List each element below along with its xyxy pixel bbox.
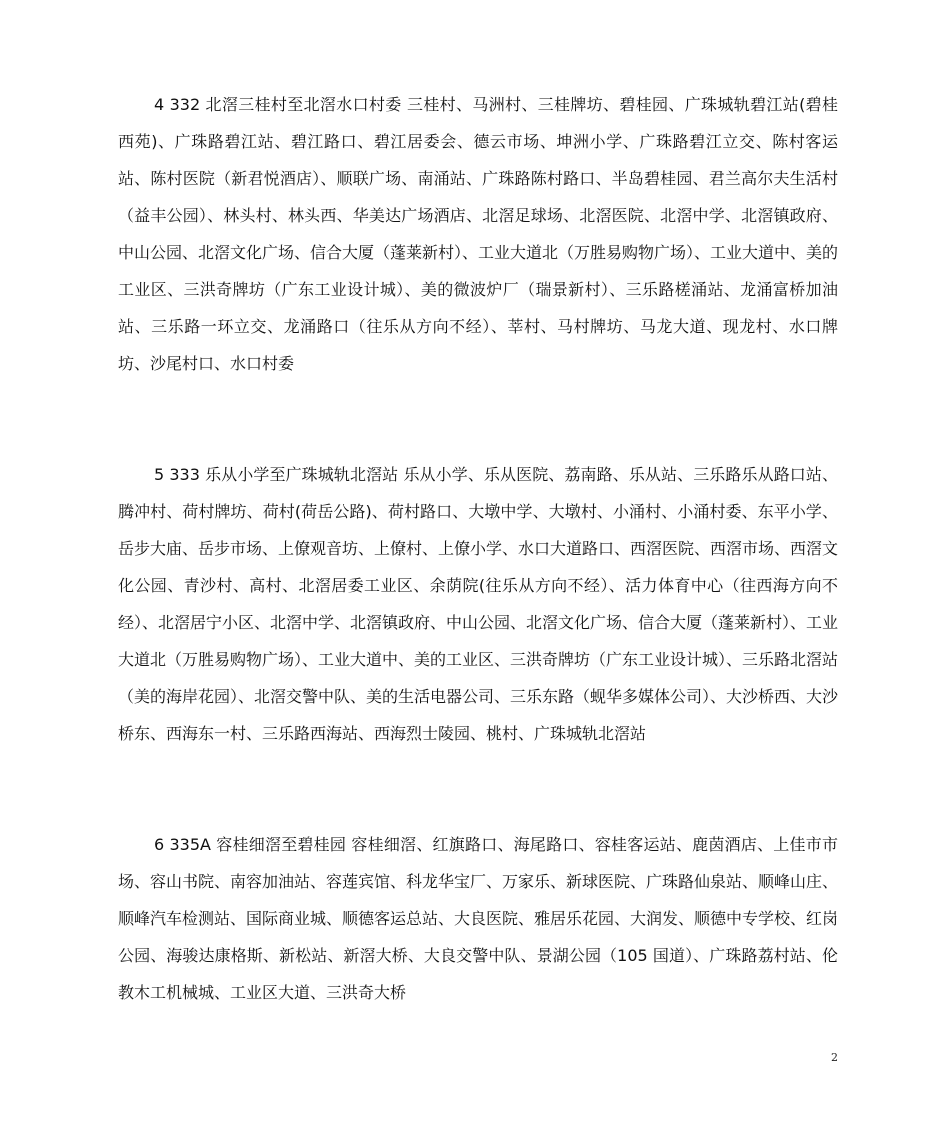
page-number: 2 xyxy=(831,1051,838,1064)
route-paragraph-332: 4 332 北滘三桂村至北滘水口村委 三桂村、马洲村、三桂牌坊、碧桂园、广珠城轨碧江站(碧桂西苑)、广珠路碧江站、碧江路口、碧江居委会、德云市场、坤洲小学、广珠路碧江立交、陈村客运站、陈村医院（新君悦酒店）、顺联广场、南涌站、广珠路陈村路口、半岛碧桂园、君兰高尔夫生活村（益丰公园）、林头村、林头西、华美达广场酒店、北滘足球场、北滘医院、北滘中学、北滘镇政府、中山公园、北滘文化广场、信合大厦（蓬莱新村）、工业大道北（万胜易购物广场）、工业大道中、美的工业区、三洪奇牌坊（广东工业设计城）、美的微波炉厂（瑞景新村）、三乐路槎涌站、龙涌富桥加油站、三乐路一环立交、龙涌路口（往乐从方向不经）、莘村、马村牌坊、马龙大道、现龙村、水口牌坊、沙尾村口、水口村委 xyxy=(118,95,839,373)
route-paragraph-335a: 6 335A 容桂细滘至碧桂园 容桂细滘、红旗路口、海尾路口、容桂客运站、鹿茵酒店、上佳市市场、容山书院、南容加油站、容莲宾馆、科龙华宝厂、万家乐、新球医院、广珠路仙泉站、顺峰山庄、顺峰汽车检测站、国际商业城、顺德客运总站、大良医院、雅居乐花园、大润发、顺德中专学校、红岗公园、海骏达康格斯、新松站、新滘大桥、大良交警中队、景湖公园（105 国道）、广珠路荔村站、伦教木工机械城、工业区大道、三洪奇大桥 xyxy=(118,835,839,1002)
route-paragraph-333: 5 333 乐从小学至广珠城轨北滘站 乐从小学、乐从医院、荔南路、乐从站、三乐路乐从路口站、腾冲村、荷村牌坊、荷村(荷岳公路)、荷村路口、大墩中学、大墩村、小涌村、小涌村委、东平小学、岳步大庙、岳步市场、上僚观音坊、上僚村、上僚小学、水口大道路口、西滘医院、西滘市场、西滘文化公园、青沙村、高村、北滘居委工业区、余荫院(往乐从方向不经）、活力体育中心（往西海方向不经）、北滘居宁小区、北滘中学、北滘镇政府、中山公园、北滘文化广场、信合大厦（蓬莱新村）、工业大道北（万胜易购物广场）、工业大道中、美的工业区、三洪奇牌坊（广东工业设计城）、三乐路北滘站（美的海岸花园）、北滘交警中队、美的生活电器公司、三乐东路（蚬华多媒体公司）、大沙桥西、大沙桥东、西海东一村、三乐路西海站、西海烈士陵园、桃村、广珠城轨北滘站 xyxy=(118,465,839,743)
